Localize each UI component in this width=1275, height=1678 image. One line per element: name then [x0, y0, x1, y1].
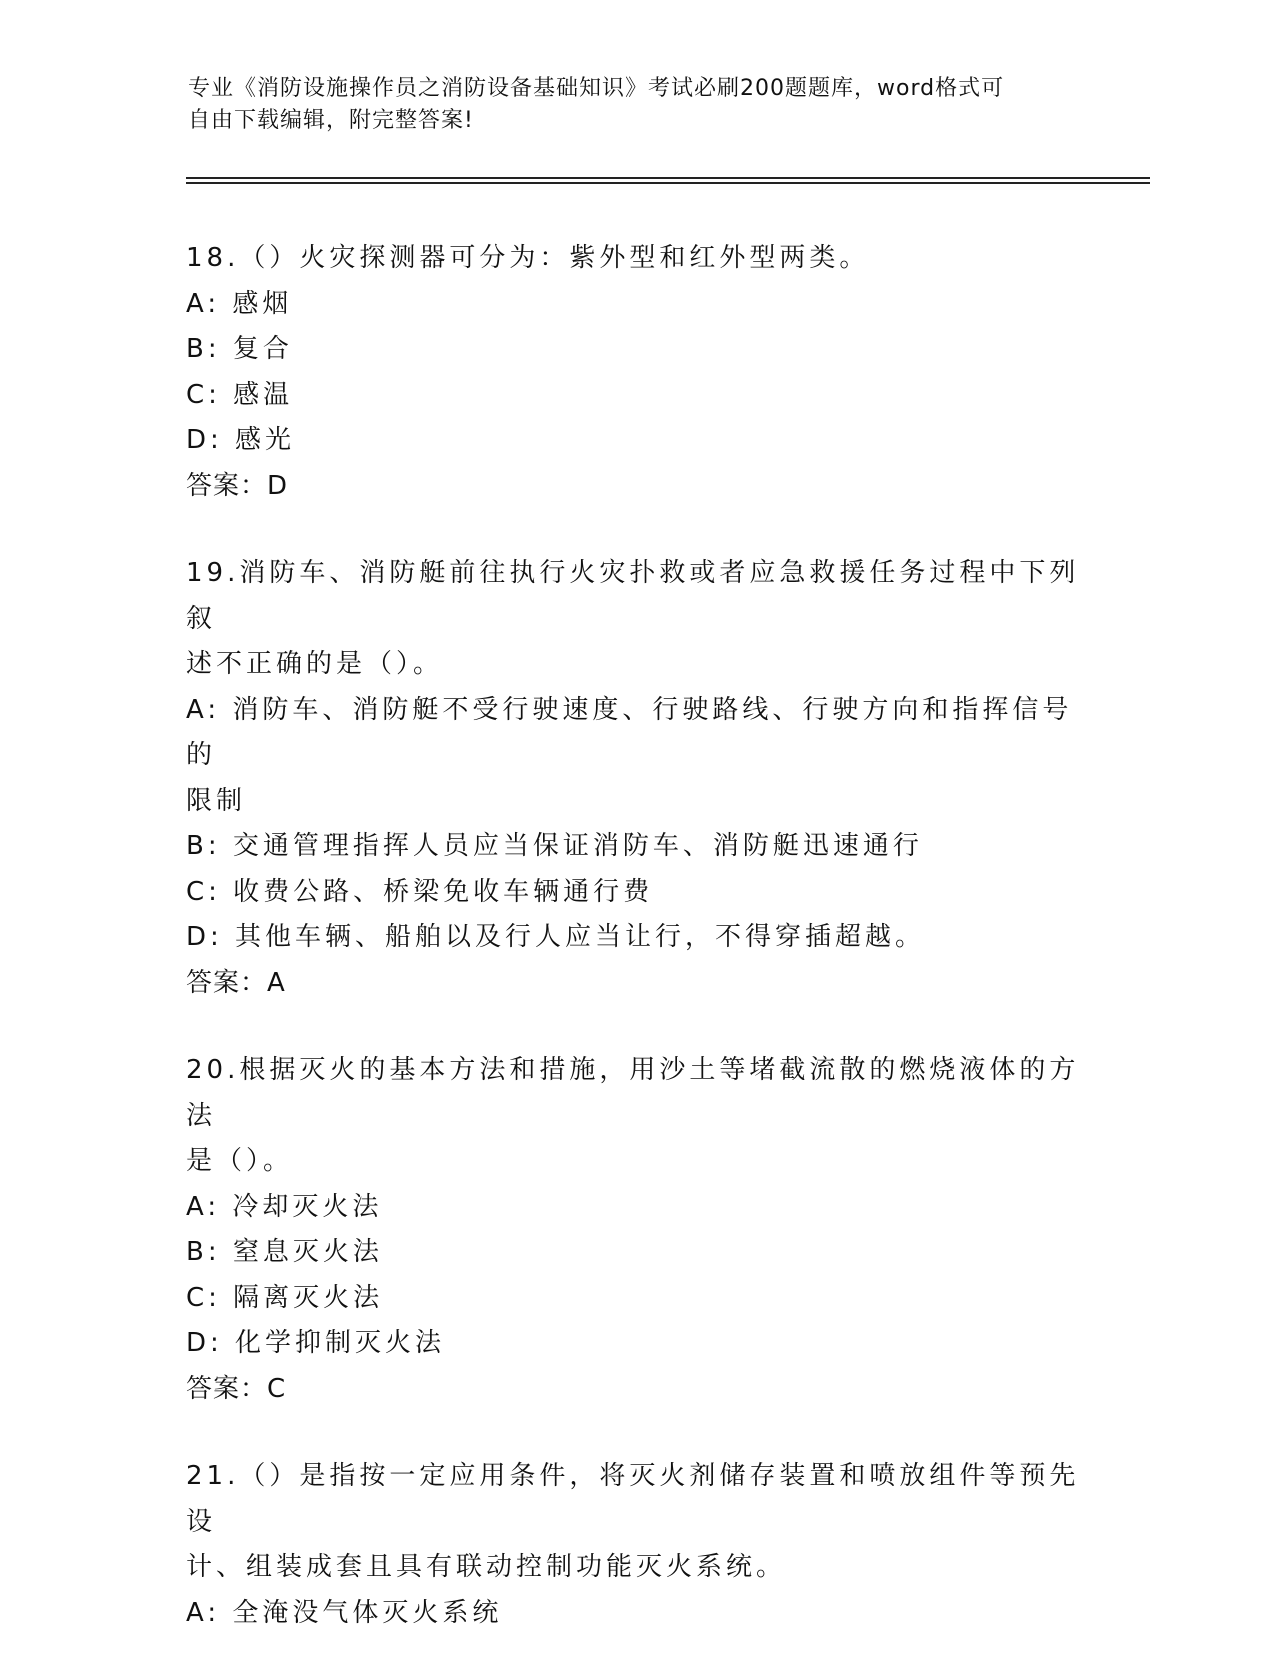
question-block: [186, 236, 1086, 509]
option-line: C: 感温: [186, 379, 294, 410]
option-line: C: 隔离灭火法: [186, 1282, 384, 1313]
option-line: B: 窒息灭火法: [186, 1237, 383, 1267]
question-block: [186, 1048, 1086, 1412]
option-line: A: 消防车、消防艇不受行驶速度、行驶路线、行驶方向和指挥信号的: [186, 694, 1073, 770]
answer-line: 答案：A: [186, 967, 286, 998]
option-line: A: 感烟: [186, 288, 293, 319]
question-stem-line: 是（）。: [186, 1146, 294, 1176]
option-line: D: 其他车辆、船舶以及行人应当让行，不得穿插超越。: [186, 922, 926, 952]
question-stem-line: 19.消防车、消防艇前往执行火灾扑救或者应急救援任务过程中下列叙: [186, 558, 1080, 634]
question-stem-line: 20.根据灭火的基本方法和措施，用沙土等堵截流散的燃烧液体的方法: [186, 1055, 1080, 1131]
option-line: A: 冷却灭火法: [186, 1191, 383, 1222]
option-line: B: 交通管理指挥人员应当保证消防车、消防艇迅速通行: [186, 831, 923, 861]
header-divider-top: [186, 177, 1150, 179]
option-line: D: 感光: [186, 425, 296, 455]
option-line: A: 全淹没气体灭火系统: [186, 1597, 503, 1628]
answer-line: 答案：D: [186, 470, 289, 501]
header-line-2: 自由下载编辑，附完整答案!: [188, 108, 474, 133]
answer-line: 答案：C: [186, 1373, 287, 1404]
option-line: B: 复合: [186, 334, 293, 364]
option-line: C: 收费公路、桥梁免收车辆通行费: [186, 876, 654, 907]
question-stem-line: 述不正确的是（）。: [186, 649, 444, 679]
question-list: [186, 236, 1086, 1678]
question-block: [186, 551, 1086, 1006]
question-stem-line: 21.（）是指按一定应用条件，将灭火剂储存装置和喷放组件等预先设: [186, 1461, 1080, 1537]
header-line-1: 专业《消防设施操作员之消防设备基础知识》考试必刷200题题库，word格式可: [188, 76, 1005, 101]
option-line: D: 化学抑制灭火法: [186, 1328, 446, 1358]
question-stem-line: 18.（）火灾探测器可分为：紫外型和红外型两类。: [186, 243, 870, 273]
question-stem-line: 计、组装成套且具有联动控制功能灭火系统。: [186, 1552, 787, 1582]
document-header: [188, 73, 1068, 137]
header-divider-bottom: [186, 182, 1150, 184]
question-block: [186, 1454, 1086, 1636]
option-line: 限制: [186, 785, 247, 816]
